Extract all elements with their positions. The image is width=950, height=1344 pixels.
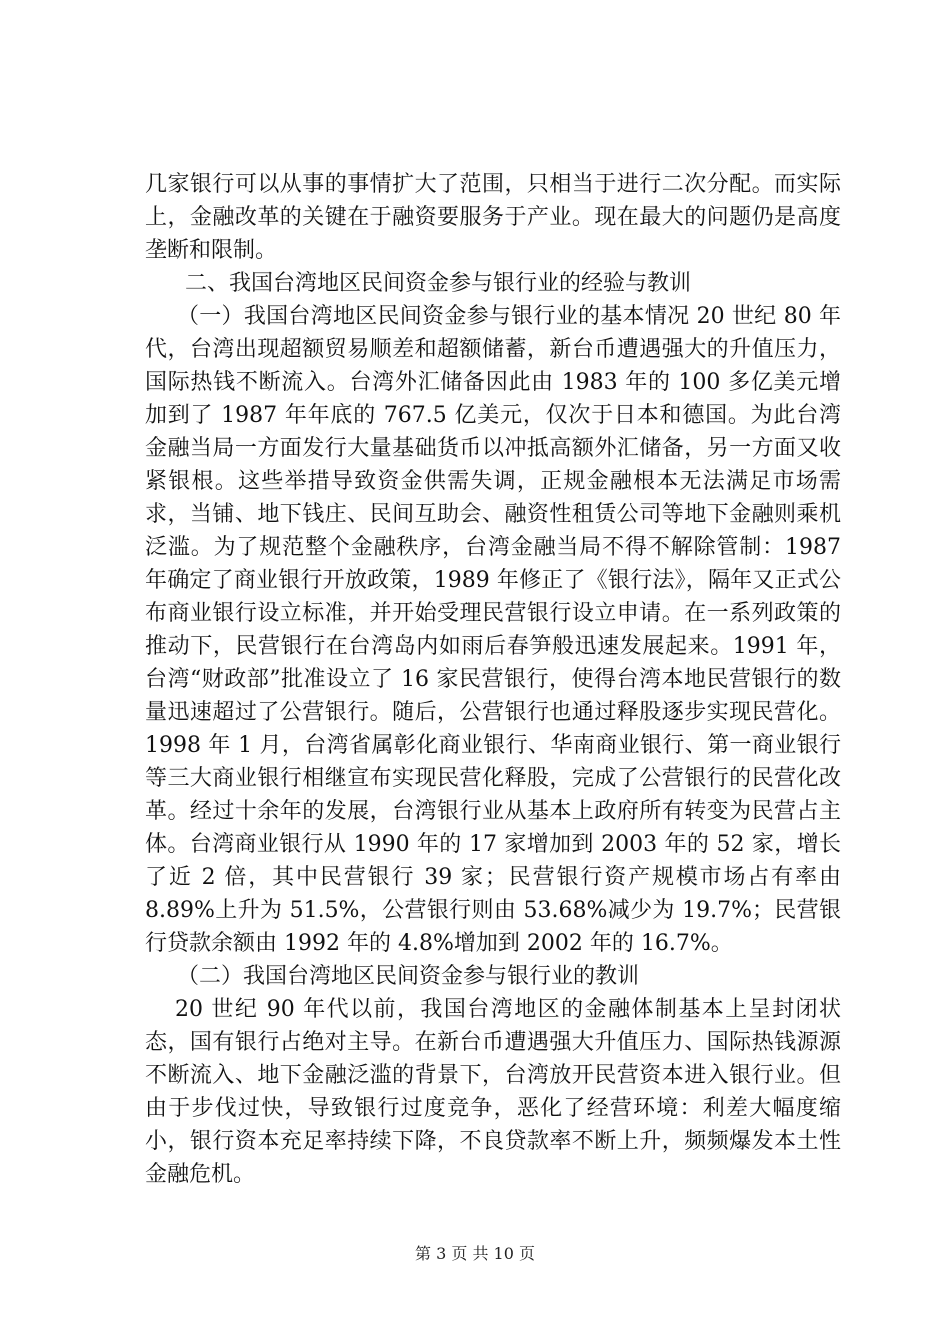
paragraph-lessons: 20 世纪 90 年代以前，我国台湾地区的金融体制基本上呈封闭状态，国有银行占绝对主导。在新台币遭遇强大升值压力、国际热钱源源不断流入、地下金融泛滥的背景下，台湾放开民营资本进入银行业。但由于步伐过快，导致银行过度竞争，恶化了经营环境：利差大幅度缩小，银行资本充足率持续下降，不良贷款率不断上升，频频爆发本土性金融危机。 <box>145 997 841 1187</box>
paragraph-basic-situation: （一）我国台湾地区民间资金参与银行业的基本情况 20 世纪 80 年代，台湾出现超额贸易顺差和超额储蓄，新台币遭遇强大的升值压力，国际热钱不断流入。台湾外汇储备因此由 1983 年的 100 多亿美元增加到了 1987 年年底的 767.5 亿美元，仅次于日本和德国。为此台湾金融当局一方面发行大量基础货币以冲抵高额外汇储备，另一方面又收紧银根。这些举措导致资金供需失调，正规金融根本无法满足市场需求，当铺、地下钱庄、民间互助会、融资性租赁公司等地下金融则乘机泛滥。为了规范整个金融秩序，台湾金融当局不得不解除管制：1987 年确定了商业银行开放政策，1989 年修正了《银行法》，隔年又正式公布商业银行设立标准，并开始受理民营银行设立申请。在一系列政策的推动下，民营银行在台湾岛内如雨后春笋般迅速发展起来。1991 年，台湾“财政部”批准设立了 16 家民营银行，使得台湾本地民营银行的数量迅速超过了公营银行。随后，公营银行也通过释股逐步实现民营化。1998 年 1 月，台湾省属彰化商业银行、华南商业银行、第一商业银行等三大商业银行相继宣布实现民营化释股，完成了公营银行的民营化改革。经过十余年的发展，台湾银行业从基本上政府所有转变为民营占主体。台湾商业银行从 1990 年的 17 家增加到 2003 年的 52 家，增长了近 2 倍，其中民营银行 39 家；民营银行资产规模市场占有率由 8.89%上升为 51.5%，公营银行则由 53.68%减少为 19.7%；民营银行贷款余额由 1992 年的 4.8%增加到 2002 年的 16.7%。 <box>145 304 841 956</box>
section-heading: 二、我国台湾地区民间资金参与银行业的经验与教训 <box>185 271 692 296</box>
page-number-footer: 第 3 页 共 10 页 <box>415 1244 535 1263</box>
subsection-heading: （二）我国台湾地区民间资金参与银行业的教训 <box>177 964 640 989</box>
document-body <box>145 168 841 1191</box>
paragraph-continuation: 几家银行可以从事的事情扩大了范围，只相当于进行二次分配。而实际上，金融改革的关键在于融资要服务于产业。现在最大的问题仍是高度垄断和限制。 <box>145 172 841 263</box>
